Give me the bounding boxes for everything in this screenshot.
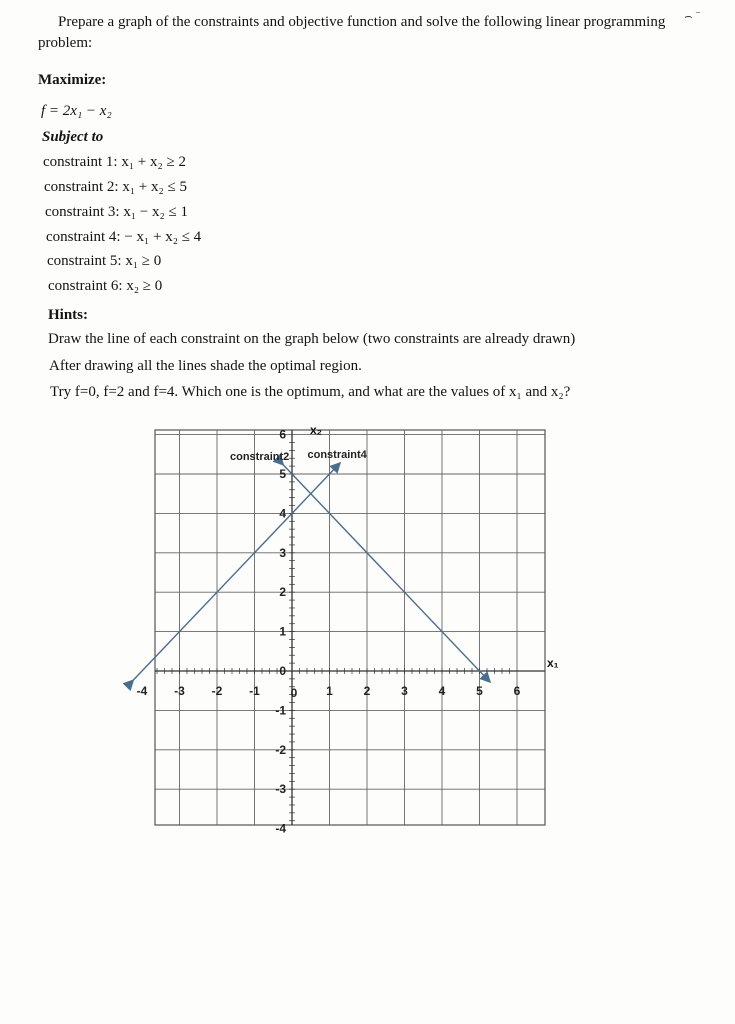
constraint-3: constraint 3: x₁ − x₂ ≤ 1 [45, 204, 188, 220]
maximize-label: Maximize: [38, 72, 107, 88]
corner-mark: ⌢ ⁻ [684, 8, 701, 23]
x-tick-label: 0 [290, 686, 298, 700]
x-tick-label: 5 [476, 684, 483, 698]
x-tick-label: 1 [326, 684, 333, 698]
x-tick-label: -2 [211, 684, 223, 698]
y-tick-label: 6 [279, 427, 286, 442]
y-tick-label: -1 [275, 703, 286, 718]
constraint4-label: constraint4 [307, 449, 367, 461]
x-tick-label: 6 [513, 684, 521, 698]
constraint-6: constraint 6: x₂ ≥ 0 [48, 278, 163, 294]
y-tick-label: 5 [279, 467, 286, 481]
y-tick-label: -2 [275, 742, 286, 757]
constraint2-line [282, 464, 489, 681]
constraint-2: constraint 2: x₁ + x₂ ≤ 5 [44, 179, 187, 195]
hint-2: After drawing all the lines shade the optimal region. [49, 358, 362, 374]
subject-to-label: Subject to [42, 129, 104, 145]
x-axis-label: x₁ [547, 656, 559, 670]
constraint-1: constraint 1: x₁ + x₂ ≥ 2 [43, 154, 186, 170]
constraint-4: constraint 4: − x₁ + x₂ ≤ 4 [46, 229, 202, 245]
constraint-graph [136, 420, 559, 836]
graph-svg [136, 420, 559, 836]
objective-function: f = 2x₁ − x₂ [41, 103, 112, 119]
y-tick-label: 0 [279, 664, 286, 678]
intro-text: Prepare a graph of the constraints and objective function and solve the following linear programming problem: [38, 14, 666, 51]
x-tick-label: -4 [136, 684, 148, 698]
hint-1: Draw the line of each constraint on the graph below (two constraints are already drawn) [48, 331, 576, 347]
hints-label: Hints: [48, 307, 89, 323]
x-tick-label: -3 [174, 684, 185, 698]
y-tick-label: -3 [275, 782, 286, 797]
x-tick-label: -1 [249, 684, 260, 698]
constraint-5: constraint 5: x₁ ≥ 0 [47, 253, 162, 269]
y-tick-label: -4 [275, 821, 286, 836]
y-tick-label: 2 [279, 585, 286, 600]
constraint2-label: constraint2 [230, 451, 290, 463]
x-tick-label: 3 [401, 684, 408, 698]
y-tick-label: 1 [279, 624, 286, 639]
hint-3: Try f=0, f=2 and f=4. Which one is the optimum, and what are the values of x₁ and x₂? [50, 384, 571, 400]
y-tick-label: 3 [279, 545, 286, 560]
x-tick-label: 2 [363, 684, 371, 698]
graph-frame [155, 427, 545, 825]
x-tick-label: 4 [438, 684, 446, 698]
y-axis-label: x₂ [310, 423, 323, 437]
constraint4-line [132, 464, 339, 681]
y-tick-label: 4 [279, 506, 286, 521]
